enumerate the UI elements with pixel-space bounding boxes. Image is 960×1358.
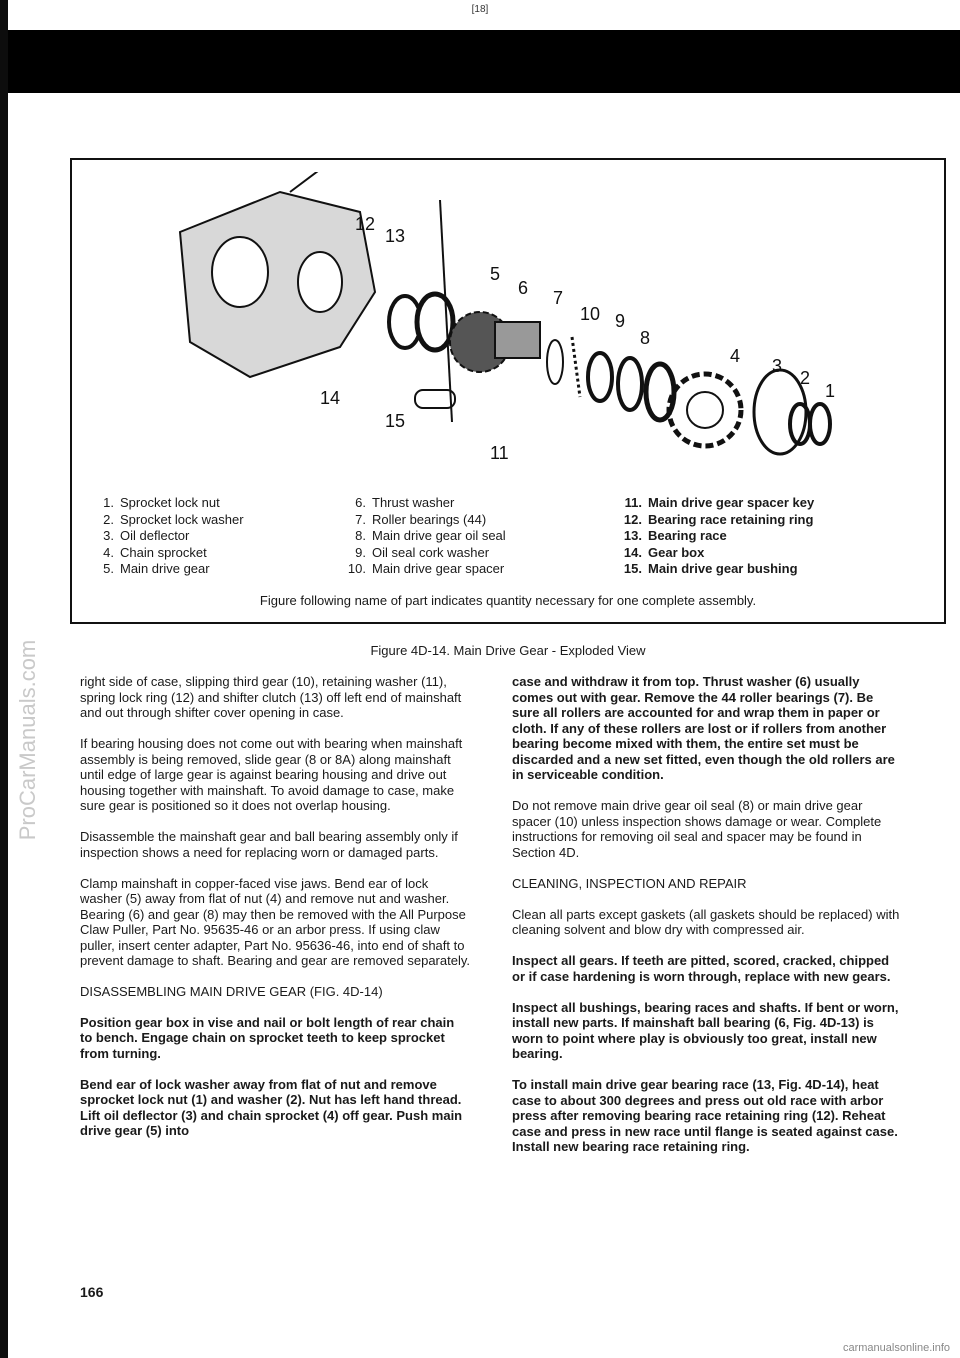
callout-4: 4 xyxy=(730,346,741,366)
header-banner xyxy=(8,30,960,93)
legend-item: 5. Main drive gear xyxy=(103,561,210,576)
legend-column-2 xyxy=(344,495,506,578)
section-heading: DISASSEMBLING MAIN DRIVE GEAR (FIG. 4D-14) xyxy=(80,984,383,999)
page-number: 166 xyxy=(80,1284,104,1300)
callout-1: 1 xyxy=(825,381,836,401)
paragraph: Inspect all gears. If teeth are pitted, scored, cracked, chipped or if case hardening is worn through, replace with new gears. xyxy=(512,953,891,984)
right-text-column xyxy=(512,674,902,1170)
legend-item: 1. Sprocket lock nut xyxy=(103,495,220,510)
paragraph: If bearing housing does not come out with bearing when mainshaft assembly is being removed, slide gear (8 or 8A) along mainshaft until edge of large gear is against bearing housing and drive out housing together with mainshaft. To avoid damage to case, make sure gear is positioned so it does not overlap housing. xyxy=(80,736,463,813)
legend-item: 7. Roller bearings (44) xyxy=(355,511,487,527)
callout-14: 14 xyxy=(320,388,341,408)
callout-10: 10 xyxy=(580,304,601,324)
legend-item: 6. Thrust washer xyxy=(355,495,455,510)
exploded-view-illustration xyxy=(160,172,860,492)
legend-column-1 xyxy=(92,495,244,578)
callout-9: 9 xyxy=(615,311,626,331)
legend-item: 4. Chain sprocket xyxy=(103,544,207,560)
part-4-chain-sprocket xyxy=(669,374,741,446)
legend-item: 12. Bearing race retaining ring xyxy=(623,511,814,527)
legend-item: 8. Main drive gear oil seal xyxy=(355,528,506,543)
watermark xyxy=(8,560,48,920)
legend-column-3 xyxy=(620,495,814,578)
paragraph: To install main drive gear bearing race (13, Fig. 4D-14), heat case to about 300 degrees and press out old race with arbor press after removing bearing race retaining ring (12). Reheat case and press in new race until flange is seated against case. Install new bearing race retaining ring. xyxy=(512,1077,898,1154)
callout-6: 6 xyxy=(518,278,529,298)
paragraph: Clamp mainshaft in copper-faced vise jaws. Bend ear of lock washer (5) away from flat of nut (4) and remove nut and washer. Bearing (6) and gear (8) may then be removed with the All Purpose Claw Puller, Part No. 95635-46 or an arbor press. If using claw puller, insert center adapter, Part No. 95636-46, into end of shaft to prevent damage to shaft. Bearing and gear are removed separately. xyxy=(80,875,470,968)
callout-13: 13 xyxy=(385,226,406,246)
callout-8: 8 xyxy=(640,328,651,348)
figure-note: Figure following name of part indicates quantity necessary for one complete assembly. xyxy=(259,593,757,608)
part-3-oil-deflector xyxy=(754,370,806,454)
figure-caption: Figure 4D-14. Main Drive Gear - Exploded View xyxy=(370,643,646,658)
legend-item: 15. Main drive gear bushing xyxy=(623,561,798,576)
footer-watermark: carmanualsonline.info xyxy=(842,1342,950,1354)
legend-item: 14. Gear box xyxy=(623,544,705,560)
paragraph: Inspect all bushings, bearing races and shafts. If bent or worn, install new parts. If mainshaft ball bearing (6, Fig. 4D-13) is worn to point where play is obviously too great, install new bearing. xyxy=(512,999,899,1061)
callout-numbers xyxy=(320,214,835,463)
watermark-text: ProCarManuals.com xyxy=(15,639,40,841)
paragraph: case and withdraw it from top. Thrust washer (6) usually comes out with gear. Remove the 44 roller bearings (7). Be sure all rollers are accounted for and wrap them in paper or cloth. If any of these rollers are lost or if rollers from another bearing become mixed with them, the entire set must be discarded and a new set fitted, even though the old rollers are in serviceable condition. xyxy=(512,674,895,782)
callout-7: 7 xyxy=(553,288,564,308)
legend-item: 10. Main drive gear spacer xyxy=(347,561,505,576)
paragraph: Do not remove main drive gear oil seal (8) or main drive gear spacer (10) unless inspection shows damage or wear. Complete instructions for removing oil seal and spacer may be found in Section 4D. xyxy=(512,798,882,860)
legend-item: 13. Bearing race xyxy=(623,528,727,543)
figure-box xyxy=(70,158,946,624)
paragraph: right side of case, slipping third gear (10), retaining washer (11), spring lock ring (12) and shifter clutch (13) off left end of mainshaft and out through shifter cover opening in case. xyxy=(80,674,462,720)
part-6-thrust-washer xyxy=(547,340,563,384)
part-10-spacer xyxy=(588,353,612,401)
section-heading: CLEANING, INSPECTION AND REPAIR xyxy=(512,876,747,891)
callout-11: 11 xyxy=(490,443,509,463)
callout-12: 12 xyxy=(355,214,376,234)
callout-2: 2 xyxy=(800,368,811,388)
legend-item: 2. Sprocket lock washer xyxy=(103,511,244,527)
legend-item: 3. Oil deflector xyxy=(103,528,190,543)
paragraph: Disassemble the mainshaft gear and ball bearing assembly only if inspection shows a need for replacing worn or damaged parts. xyxy=(80,829,458,860)
callout-15: 15 xyxy=(385,411,406,431)
legend-item: 11. Main drive gear spacer key xyxy=(624,495,815,510)
gearbox-housing xyxy=(180,192,375,377)
left-text-column xyxy=(80,674,470,1154)
legend-item: 9. Oil seal cork washer xyxy=(355,544,490,560)
paragraph: Clean all parts except gaskets (all gaskets should be replaced) with cleaning solvent and blow dry with compressed air. xyxy=(512,906,900,937)
callout-3: 3 xyxy=(772,356,783,376)
part-15-bushing xyxy=(415,390,455,408)
paragraph: Position gear box in vise and nail or bolt length of rear chain to bench. Engage chain on sprocket teeth to keep sprocket from turning. xyxy=(80,1014,455,1061)
callout-5: 5 xyxy=(490,264,501,284)
left-edge-rule xyxy=(0,0,8,1358)
part-9-cork-washer xyxy=(618,358,642,410)
paragraph: Bend ear of lock washer away from flat of nut and remove sprocket lock nut (1) and washer (2). Nut has left hand thread. Lift oil deflector (3) and chain sprocket (4) off gear. Push main drive gear (5) into xyxy=(80,1076,463,1138)
part-1-lock-nut xyxy=(810,404,830,444)
part-7-roller-bearings xyxy=(572,337,580,397)
page-marker: [18] xyxy=(471,4,489,15)
